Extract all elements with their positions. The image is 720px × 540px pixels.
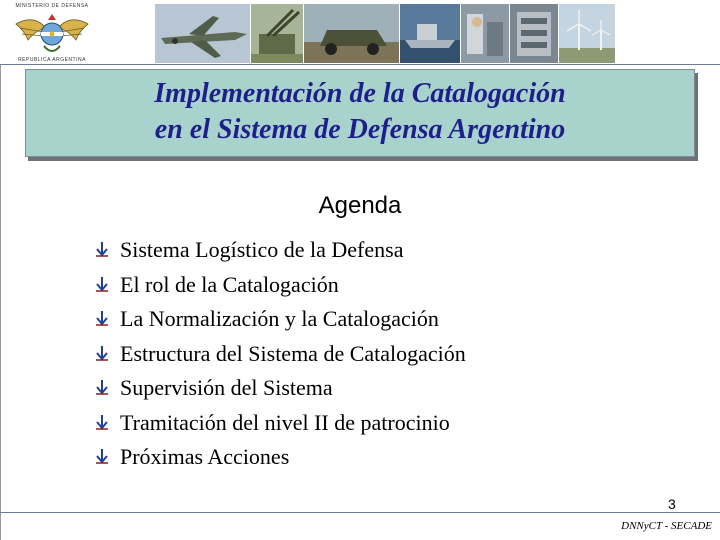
header-divider <box>0 64 720 65</box>
footer-text: DNNyCT - SECADE <box>621 520 712 532</box>
industry-photo <box>461 4 509 63</box>
agenda-item-text: Próximas Acciones <box>120 444 290 469</box>
military-vehicle-photo <box>304 4 399 63</box>
agenda-heading-text: Agenda <box>318 192 402 219</box>
slide-left-border <box>0 64 1 540</box>
slide-title-box <box>25 69 695 157</box>
arrow-down-icon <box>94 448 110 464</box>
antiaircraft-gun-photo <box>251 4 303 63</box>
slide-title-line-1: Implementación de la Catalogación <box>154 78 566 109</box>
agenda-item-text: Supervisión del Sistema <box>120 375 333 400</box>
agenda-item-text: El rol de la Catalogación <box>120 271 339 297</box>
agenda-heading <box>0 192 720 220</box>
agenda-item-text: La Normalización y la Catalogación <box>120 306 439 331</box>
ministry-emblem <box>2 2 102 62</box>
list-item <box>94 236 466 271</box>
emblem-bottom-text: REPÚBLICA ARGENTINA <box>18 57 86 63</box>
ship-photo <box>400 4 460 63</box>
arrow-down-icon <box>94 345 110 361</box>
list-item <box>94 409 466 444</box>
list-item <box>94 374 466 409</box>
slide-title-line-2: en el Sistema de Defensa Argentino <box>154 114 566 145</box>
slide-header <box>0 0 720 66</box>
eagle-emblem-icon <box>14 10 90 58</box>
header-photo-strip <box>155 4 615 63</box>
equipment-photo <box>510 4 558 63</box>
page-number: 3 <box>668 496 676 512</box>
list-item <box>94 271 466 306</box>
wind-turbines-photo <box>559 4 615 63</box>
aircraft-photo <box>155 4 250 63</box>
arrow-down-icon <box>94 379 110 395</box>
list-item <box>94 443 466 478</box>
arrow-down-icon <box>94 241 110 257</box>
list-item <box>94 305 466 340</box>
agenda-list <box>94 236 466 478</box>
arrow-down-icon <box>94 414 110 430</box>
agenda-item-text: Estructura del Sistema de Catalogación <box>120 340 466 366</box>
agenda-item-text: Tramitación del nivel II de patrocinio <box>120 409 450 435</box>
agenda-item-text: Sistema Logístico de la Defensa <box>120 237 404 262</box>
arrow-down-icon <box>94 276 110 292</box>
list-item <box>94 340 466 375</box>
emblem-top-text: MINISTERIO DE DEFENSA <box>15 3 89 9</box>
footer-divider <box>0 512 720 513</box>
arrow-down-icon <box>94 310 110 326</box>
